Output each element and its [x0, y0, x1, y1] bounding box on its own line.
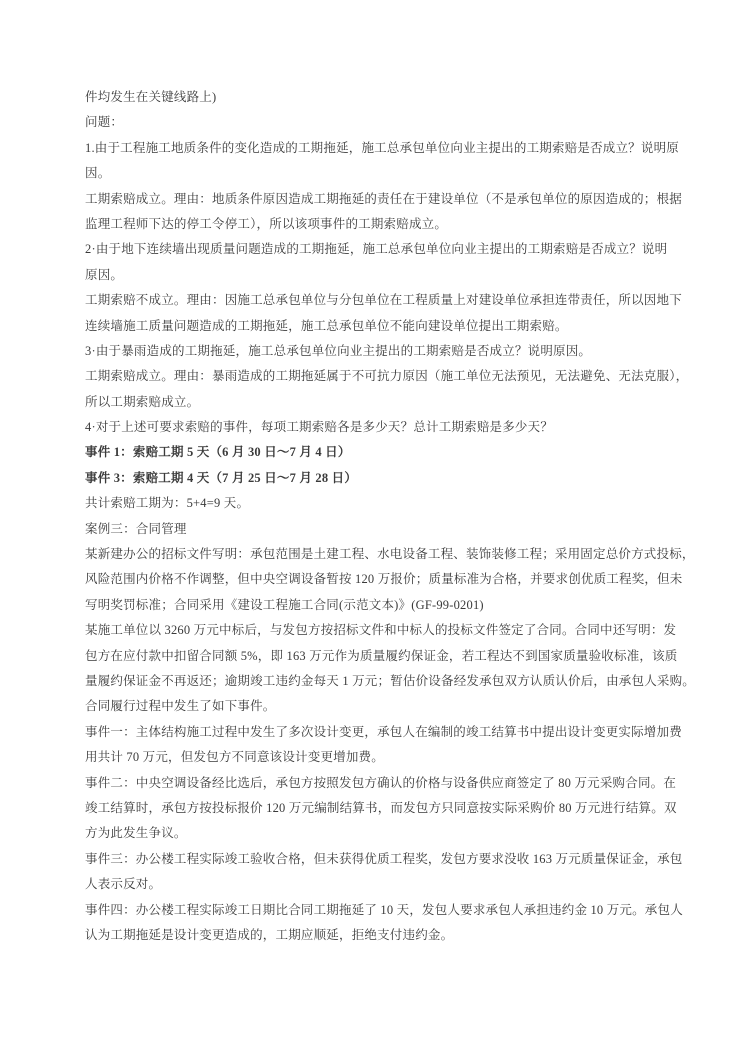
text-line: 认为工期拖延是设计变更造成的，工期应顺延，拒绝支付违约金。 — [85, 927, 454, 942]
text-line: 原因。 — [85, 267, 124, 282]
text-line: 问题： — [85, 115, 124, 130]
text-line: 事件二：中央空调设备经比选后，承包方按照发包方确认的价格与设备供应商签定了 80 万元采购合同。在 — [85, 775, 677, 790]
text-line: 3·由于暴雨造成的工期拖延，施工总承包单位向业主提出的工期索赔是否成立？说明原因。 — [85, 343, 592, 358]
text-line: 工期索赔成立。理由：暴雨造成的工期拖延属于不可抗力原因（施工单位无法预见，无法避免、无法克服）， — [85, 369, 689, 384]
text-line: 监理工程师下达的停工令停工），所以该项事件的工期索赔成立。 — [85, 216, 448, 231]
text-line: 某新建办公的招标文件写明：承包范围是土建工程、水电设备工程、装饰装修工程；采用固定总价方式投标， — [85, 547, 695, 562]
text-line: 4·对于上述可要求索赔的事件，每项工期索赔各是多少天？总计工期索赔是多少天？ — [85, 420, 554, 435]
text-line: 连续墙施工质量问题造成的工期拖延，施工总承包单位不能向建设单位提出工期索赔。 — [85, 318, 568, 333]
text-line: 用共计 70 万元，但发包方不同意该设计变更增加费。 — [85, 750, 384, 765]
text-line: 共计索赔工期为：5+4=9 天。 — [85, 496, 250, 511]
text-line: 量履约保证金不再返还；逾期竣工违约金每天 1 万元；暂估价设备经发承包双方认质认价后，由承包人采购。 — [85, 673, 696, 688]
text-line: 因。 — [85, 166, 111, 181]
text-line: 1.由于工程施工地质条件的变化造成的工期拖延，施工总承包单位向业主提出的工期索赔是否成立？说明原 — [85, 140, 679, 155]
text-line: 包方在应付款中扣留合同额 5%，即 163 万元作为质量履约保证金，若工程达不到国家质量验收标准，该质 — [85, 648, 678, 663]
text-line: 件均发生在关键线路上) — [85, 90, 217, 104]
text-line: 案例三：合同管理 — [85, 521, 187, 536]
text-line: 人表示反对。 — [85, 877, 162, 892]
document-body — [85, 85, 696, 948]
text-line: 事件 3：索赔工期 4 天（7 月 25 日～7 月 28 日） — [85, 470, 358, 485]
text-line: 事件一：主体结构施工过程中发生了多次设计变更，承包人在编制的竣工结算书中提出设计变更实际增加费 — [85, 724, 682, 739]
text-line: 所以工期索赔成立。 — [85, 394, 200, 409]
text-line: 2·由于地下连续墙出现质量问题造成的工期拖延，施工总承包单位向业主提出的工期索赔是否成立？说明 — [85, 242, 668, 257]
text-line: 方为此发生争议。 — [85, 826, 187, 841]
text-line: 竣工结算时，承包方按投标报价 120 万元编制结算书，而发包方只同意按实际采购价 80 万元进行结算。双 — [85, 800, 677, 815]
text-line: 合同履行过程中发生了如下事件。 — [85, 699, 276, 714]
text-line: 某施工单位以 3260 万元中标后，与发包方按招标文件和中标人的投标文件签定了合同。合同中还写明：发 — [85, 623, 677, 638]
text-line: 事件四：办公楼工程实际竣工日期比合同工期拖延了 10 天，发包人要求承包人承担违约金 10 万元。承包人 — [85, 902, 683, 917]
text-line: 风险范围内价格不作调整，但中央空调设备暂按 120 万报价；质量标准为合格，并要求创优质工程奖，但未 — [85, 572, 683, 587]
text-line: 事件 1：索赔工期 5 天（6 月 30 日～7 月 4 日） — [85, 445, 351, 460]
text-line: 事件三：办公楼工程实际竣工验收合格，但未获得优质工程奖，发包方要求没收 163 万元质量保证金，承包 — [85, 851, 683, 866]
text-line: 工期索赔成立。理由：地质条件原因造成工期拖延的责任在于建设单位（不是承包单位的原因造成的；根据 — [85, 191, 682, 206]
text-line: 工期索赔不成立。理由：因施工总承包单位与分包单位在工程质量上对建设单位承担连带责任，所以因地下 — [85, 293, 682, 308]
text-line: 写明奖罚标准；合同采用《建设工程施工合同(示范文本)》(GF-99-0201) — [85, 597, 484, 612]
